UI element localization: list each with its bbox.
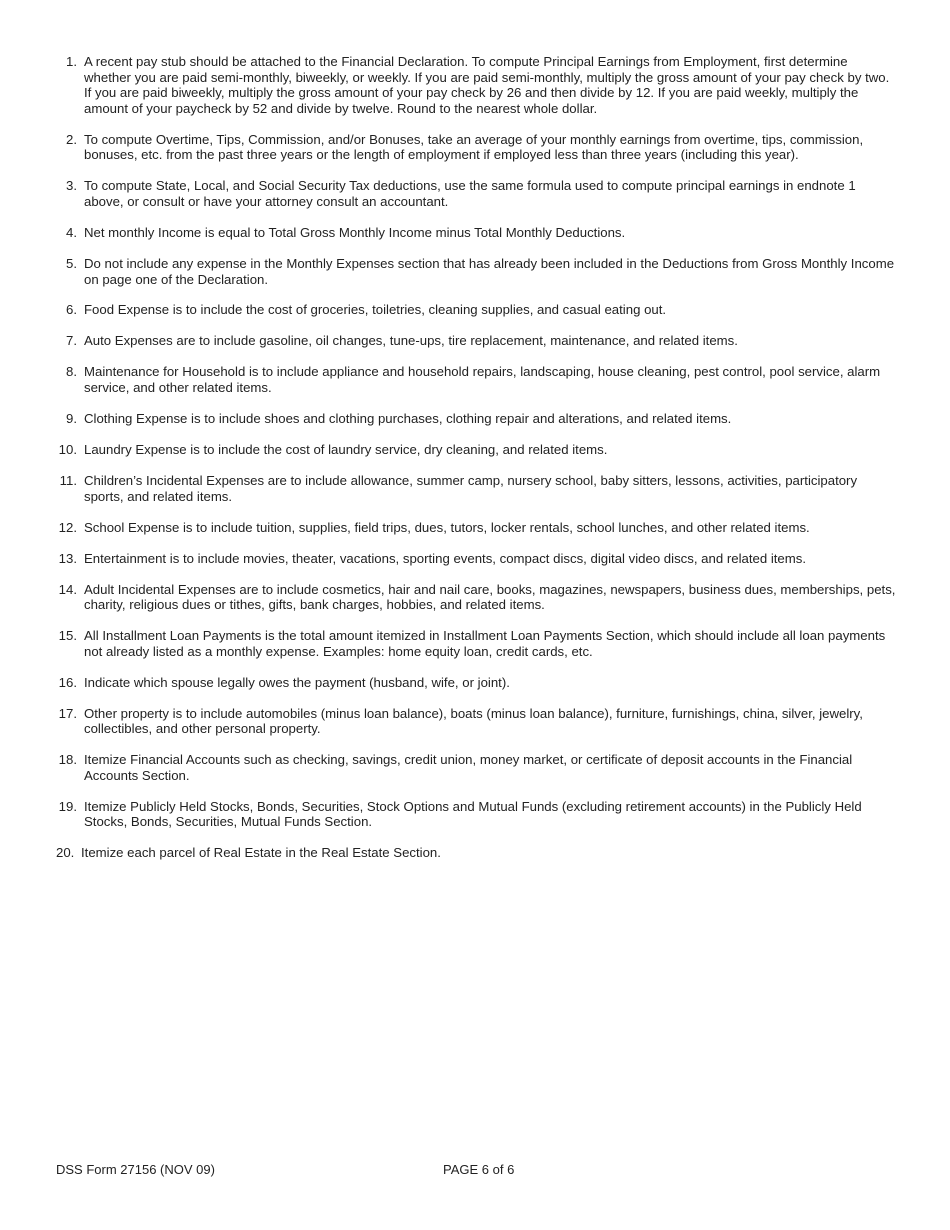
endnote-item [56, 54, 896, 116]
endnote-text: Laundry Expense is to include the cost of laundry service, dry cleaning, and related items. [84, 442, 608, 458]
endnote-text: To compute Overtime, Tips, Commission, and/or Bonuses, take an average of your monthly earnings from overtime, tips, commission, bonuses, etc. from the past three years or the length of employment if employed less than three years (including this year). [84, 131, 864, 163]
endnote-number: 11. [59, 473, 77, 488]
endnote-item [56, 675, 896, 691]
endnote-number: 14. [58, 581, 77, 597]
endnote-text: All Installment Loan Payments is the total amount itemized in Installment Loan Payments Section, which should include all loan payments not already listed as a monthly expense. Examples: home equity loan, credit cards, etc. [84, 628, 886, 659]
endnote-text: Children’s Incidental Expenses are to include allowance, summer camp, nursery school, baby sitters, lessons, activities, participatory sports, and related items. [84, 473, 858, 504]
endnote-item [56, 582, 896, 613]
endnote-number: 12. [58, 519, 77, 535]
endnote-item [56, 411, 896, 427]
endnote-number: 16. [58, 674, 77, 690]
endnote-number: 4. [66, 224, 77, 240]
endnote-item [56, 520, 896, 536]
endnote-text: To compute State, Local, and Social Security Tax deductions, use the same formula used to compute principal earnings in endnote 1 above, or consult or have your attorney consult an accountant. [84, 178, 856, 209]
endnote-number: 19. [58, 798, 77, 814]
endnote-item [56, 442, 896, 458]
endnote-number: 3. [66, 178, 77, 194]
endnote-number: 2. [66, 131, 77, 147]
endnote-text: Other property is to include automobiles (minus loan balance), boats (minus loan balance), furniture, furnishings, china, silver, jewelry, collectibles, and other personal property. [84, 705, 863, 737]
endnote-text: Clothing Expense is to include shoes and clothing purchases, clothing repair and alterations, and related items. [84, 411, 732, 427]
endnote-item [56, 706, 896, 737]
endnote-item [56, 845, 896, 861]
endnote-number: 20. [56, 845, 75, 861]
endnote-text: Food Expense is to include the cost of groceries, toiletries, cleaning supplies, and casual eating out. [84, 302, 667, 318]
endnote-text: Indicate which spouse legally owes the payment (husband, wife, or joint). [84, 674, 510, 690]
endnote-number: 15. [58, 628, 77, 644]
endnote-item [56, 256, 896, 287]
endnote-item [56, 752, 896, 783]
endnote-text: Itemize Publicly Held Stocks, Bonds, Securities, Stock Options and Mutual Funds (excluding retirement accounts) in the Publicly Held Stocks, Bonds, Securities, Mutual Funds Section. [84, 798, 862, 830]
form-identifier: DSS Form 27156 (NOV 09) [56, 1162, 215, 1177]
endnote-text: Auto Expenses are to include gasoline, oil changes, tune-ups, tire replacement, maintenance, and related items. [84, 333, 738, 349]
endnote-number: 10. [58, 442, 77, 458]
endnote-text: Do not include any expense in the Monthly Expenses section that has already been included in the Deductions from Gross Monthly Income on page one of the Declaration. [84, 255, 895, 287]
endnote-number: 13. [58, 550, 77, 566]
endnotes-list [56, 54, 896, 876]
endnote-number: 9. [66, 411, 77, 427]
page-number: PAGE 6 of 6 [443, 1162, 515, 1177]
endnote-item [56, 178, 896, 209]
endnote-item [56, 473, 896, 504]
endnote-number: 18. [58, 752, 77, 768]
endnote-item [56, 364, 896, 395]
endnote-text: School Expense is to include tuition, supplies, field trips, dues, tutors, locker rentals, school lunches, and other related items. [84, 519, 810, 535]
endnote-text: Net monthly Income is equal to Total Gross Monthly Income minus Total Monthly Deductions. [84, 224, 626, 240]
endnote-item [56, 799, 896, 830]
endnote-item [56, 333, 896, 349]
endnote-number: 6. [66, 302, 77, 318]
endnote-number: 17. [58, 705, 77, 721]
endnote-item [56, 628, 896, 659]
endnote-item [56, 551, 896, 567]
endnote-number: 8. [66, 364, 77, 380]
endnote-number: 7. [66, 333, 77, 349]
endnote-text: Adult Incidental Expenses are to include cosmetics, hair and nail care, books, magazines, newspapers, business dues, memberships, pets, charity, religious dues or tithes, gifts, bank charges, hobbies, and related items. [84, 581, 896, 613]
endnote-text: Itemize Financial Accounts such as checking, savings, credit union, money market, or certificate of deposit accounts in the Financial Accounts Section. [84, 752, 853, 783]
endnote-number: 1. [66, 54, 77, 69]
endnote-text: Itemize each parcel of Real Estate in the Real Estate Section. [81, 845, 441, 861]
endnote-text: A recent pay stub should be attached to the Financial Declaration. To compute Principal Earnings from Employment, first determine whether you are paid semi-monthly, biweekly, or weekly. If you are paid semi-monthly, multiply the gross amount of your pay check by two. If you are paid biweekly, multiply the gross amount of your pay check by 26 and then divide by 12. If you are paid weekly, multiply the amount of your paycheck by 52 and divide by twelve. Round to the nearest whole dollar. [84, 54, 890, 116]
endnote-number: 5. [66, 255, 77, 271]
endnote-item [56, 302, 896, 318]
endnote-text: Maintenance for Household is to include appliance and household repairs, landscaping, house cleaning, pest control, pool service, alarm service, and other related items. [84, 364, 881, 396]
endnote-item [56, 225, 896, 241]
endnote-text: Entertainment is to include movies, theater, vacations, sporting events, compact discs, digital video discs, and related items. [84, 550, 807, 566]
endnote-item [56, 132, 896, 163]
